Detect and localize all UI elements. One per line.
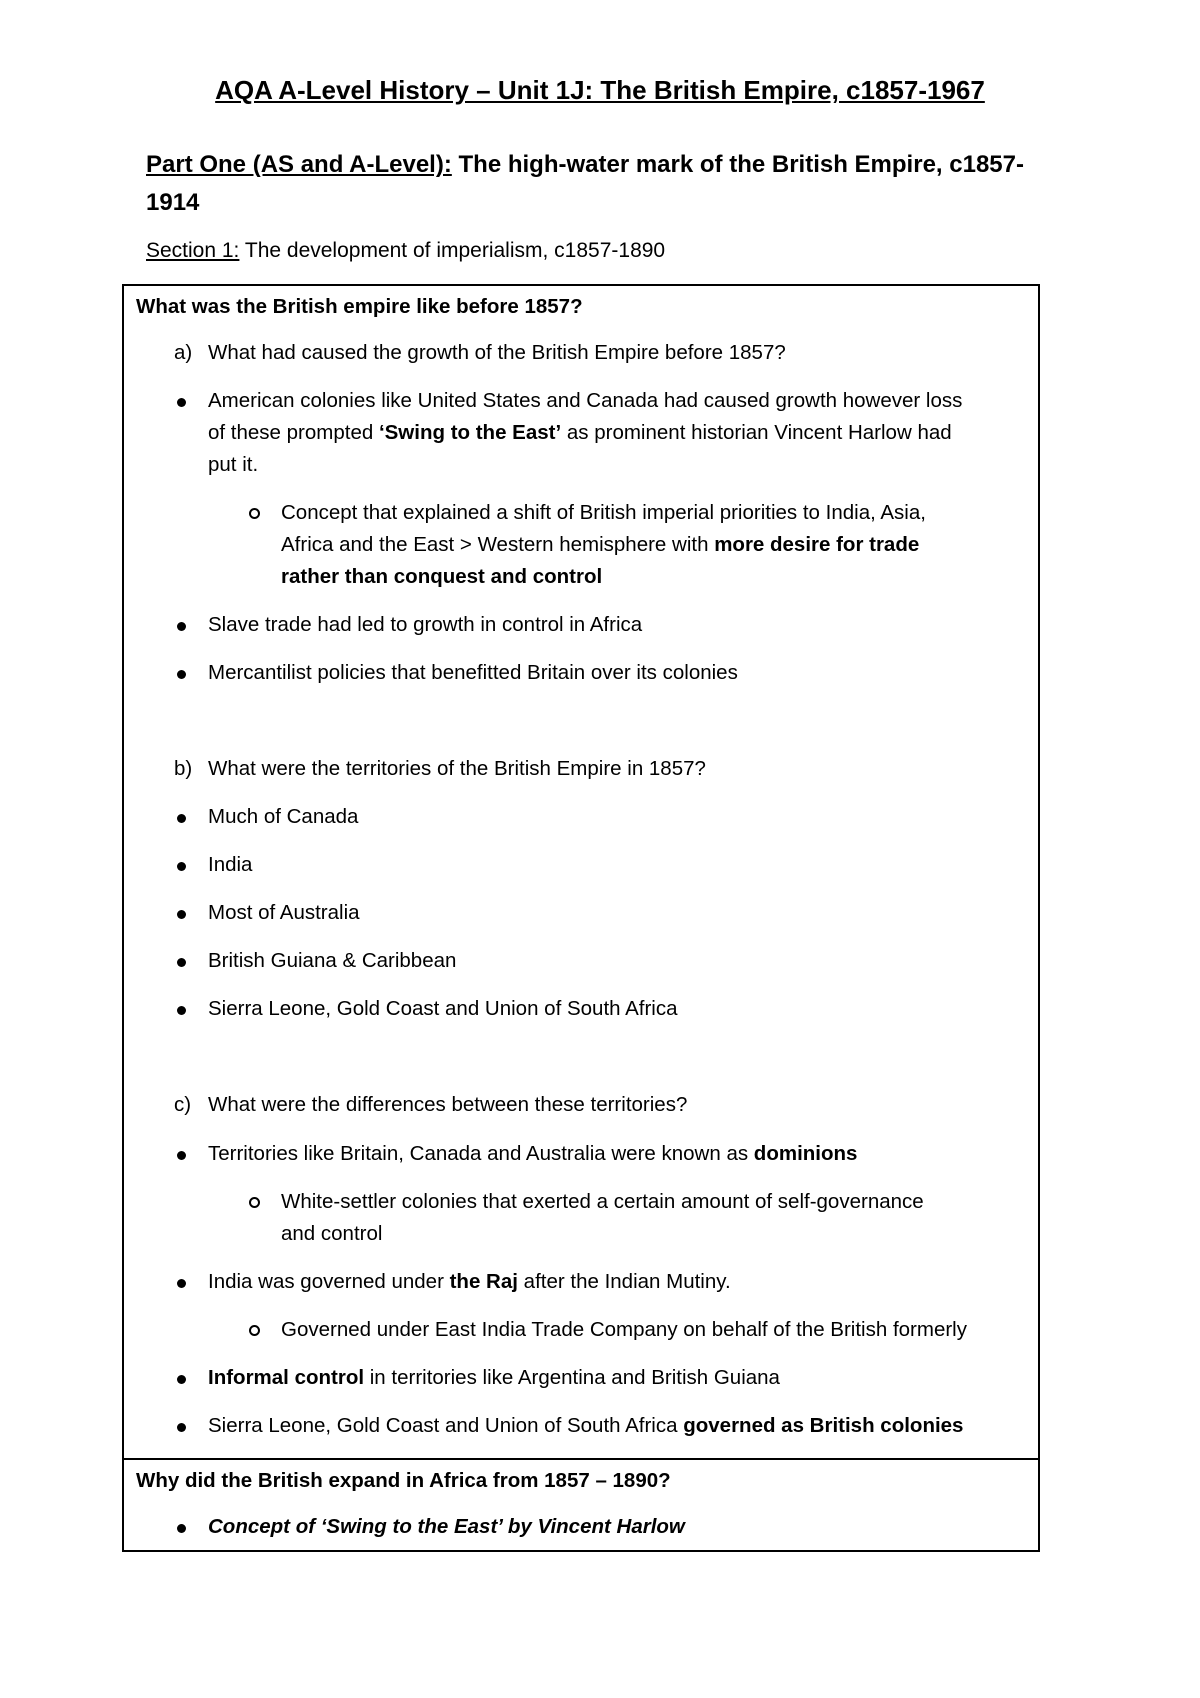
notes-table-cell-2: [122, 1458, 1040, 1552]
sub-item-a1-line2: Africa and the East > Western hemisphere with more desire for trade: [281, 533, 920, 556]
bullet-icon: [177, 622, 186, 631]
list-item-a1-line3: put it.: [208, 453, 259, 476]
question-marker-c: c): [174, 1093, 192, 1116]
territory-item: British Guiana & Caribbean: [208, 949, 457, 972]
bullet-icon: [177, 1524, 186, 1533]
bullet-icon: [177, 1423, 186, 1432]
sub-item-c1-line1: White-settler colonies that exerted a certain amount of self-governance: [281, 1190, 924, 1213]
list-item-a1-line2: of these prompted ‘Swing to the East’ as prominent historian Vincent Harlow had: [208, 421, 952, 444]
bullet-icon: [177, 862, 186, 871]
question-b: What were the territories of the British Empire in 1857?: [208, 757, 706, 780]
circle-bullet-icon: [249, 1197, 260, 1208]
section-text: The development of imperialism, c1857-1890: [244, 239, 666, 262]
list-item-a3: Mercantilist policies that benefitted Britain over its colonies: [208, 661, 738, 684]
bullet-icon: [177, 398, 186, 407]
circle-bullet-icon: [249, 508, 260, 519]
bullet-icon: [177, 910, 186, 919]
territory-item: Most of Australia: [208, 901, 360, 924]
list-item-c3: Informal control in territories like Argentina and British Guiana: [208, 1366, 780, 1389]
bullet-icon: [177, 814, 186, 823]
list-item-c4: Sierra Leone, Gold Coast and Union of South Africa governed as British colonies: [208, 1414, 964, 1437]
part-label: Part One (AS and A-Level):: [146, 151, 452, 178]
section-label: Section 1:: [146, 239, 240, 262]
part-text: The high-water mark of the British Empire, c1857-1914: [146, 151, 1024, 216]
territory-item: India: [208, 853, 253, 876]
notes-table-cell-1: [122, 284, 1040, 1460]
territory-item: Sierra Leone, Gold Coast and Union of South Africa: [208, 997, 678, 1020]
document-title: AQA A-Level History – Unit 1J: The British Empire, c1857-1967: [215, 75, 985, 105]
question-marker-a: a): [174, 341, 193, 364]
bullet-icon: [177, 1375, 186, 1384]
question-a: What had caused the growth of the British Empire before 1857?: [208, 341, 786, 364]
list-item-c2: India was governed under the Raj after the Indian Mutiny.: [208, 1270, 731, 1293]
sub-item-c2: Governed under East India Trade Company on behalf of the British formerly: [281, 1318, 967, 1341]
list-item-a2: Slave trade had led to growth in control in Africa: [208, 613, 643, 636]
list-item-c1: Territories like Britain, Canada and Australia were known as dominions: [208, 1142, 858, 1165]
sub-item-c1-line2: and control: [281, 1222, 383, 1245]
cell-heading: Why did the British expand in Africa from 1857 – 1890?: [136, 1469, 671, 1492]
bullet-icon: [177, 670, 186, 679]
section-heading: [146, 236, 665, 266]
question-c: What were the differences between these territories?: [208, 1093, 688, 1116]
sub-item-a1-line3: rather than conquest and control: [281, 565, 603, 588]
cell-heading: What was the British empire like before 1857?: [136, 295, 583, 318]
list-item-a1-line1: American colonies like United States and Canada had caused growth however loss: [208, 389, 963, 412]
bullet-icon: [177, 1006, 186, 1015]
part-heading: [146, 146, 1066, 222]
bullet-icon: [177, 1151, 186, 1160]
question-marker-b: b): [174, 757, 193, 780]
sub-item-a1-line1: Concept that explained a shift of British imperial priorities to India, Asia,: [281, 501, 926, 524]
territory-item: Much of Canada: [208, 805, 359, 828]
bullet-icon: [177, 1279, 186, 1288]
list-item-swing: Concept of ‘Swing to the East’ by Vincent Harlow: [208, 1515, 685, 1538]
circle-bullet-icon: [249, 1325, 260, 1336]
bullet-icon: [177, 958, 186, 967]
